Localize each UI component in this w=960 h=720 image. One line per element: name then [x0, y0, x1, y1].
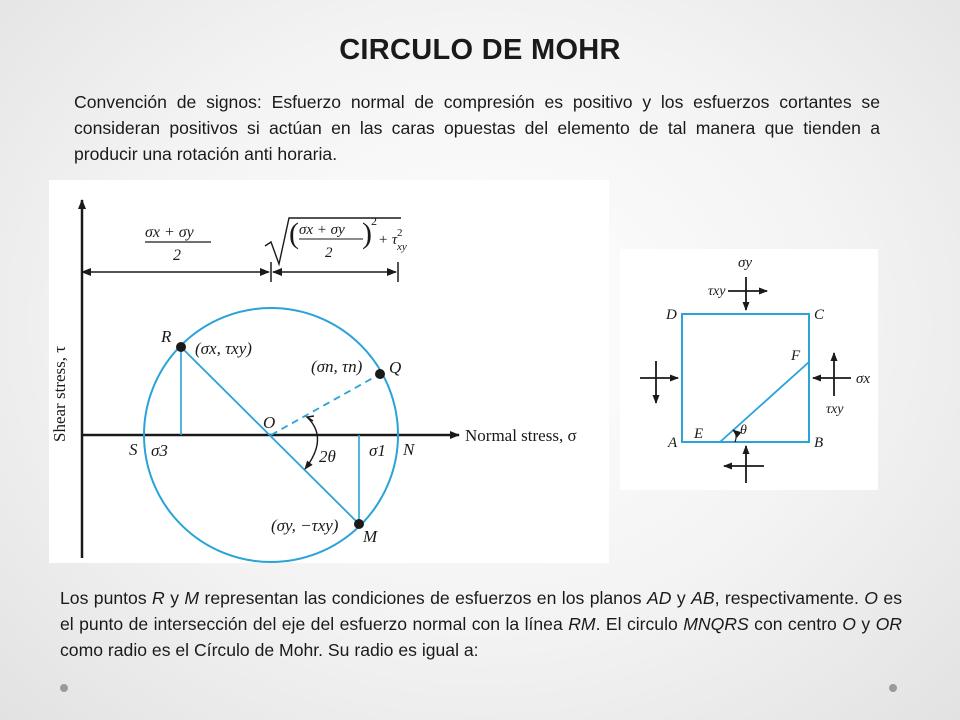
svg-text:2: 2 [371, 214, 377, 228]
svg-text:(: ( [289, 217, 299, 250]
center-formula [145, 224, 211, 264]
label-tau-xy-right: τxy [826, 402, 844, 417]
svg-text:2: 2 [325, 245, 333, 261]
label-sigma3: σ3 [151, 441, 168, 460]
point-r-marker [176, 342, 186, 352]
stress-element-diagram [620, 249, 878, 490]
y-axis-label: Shear stress, τ [50, 345, 69, 442]
label-b: B [814, 435, 824, 451]
label-tau-xy-top: τxy [708, 284, 726, 299]
svg-text:xy: xy [397, 241, 407, 253]
label-sigma-x: σx [856, 371, 871, 387]
radius-formula [265, 214, 407, 264]
label-c: C [814, 307, 825, 323]
label-r: R [161, 327, 172, 346]
label-theta: θ [740, 423, 747, 438]
svg-text:σx + σy: σx + σy [145, 224, 194, 241]
svg-text:+ τ: + τ [378, 232, 398, 248]
radius-oq [271, 374, 380, 435]
label-q-coords: (σn, τn) [311, 357, 363, 376]
decorative-dot-right [889, 684, 897, 692]
svg-text:2: 2 [397, 227, 403, 239]
label-2theta: 2θ [319, 447, 336, 466]
label-q: Q [389, 358, 402, 377]
label-sigma-y: σy [738, 255, 753, 271]
svg-text:): ) [362, 217, 372, 250]
label-e: E [694, 426, 704, 442]
label-r-coords: (σx, τxy) [195, 339, 252, 358]
label-n: N [403, 440, 415, 459]
explanation-paragraph: Los puntos R y M representan las condiciones de esfuerzos en los planos AD y AB, respectivamente. O es el punto de intersección del eje del esfuerzo normal con la línea RM. El circulo MNQRS con centro O y OR como radio es el Círculo de Mohr. Su radio es igual a: [60, 588, 902, 660]
label-a: A [668, 435, 678, 451]
label-m: M [363, 527, 378, 546]
label-sigma1: σ1 [369, 441, 386, 460]
slide-title: CIRCULO DE MOHR [339, 34, 621, 66]
label-d: D [666, 307, 677, 323]
decorative-dot-left [60, 684, 68, 692]
angle-arc [305, 417, 318, 469]
point-q-marker [375, 369, 385, 379]
x-axis-label: Normal stress, σ [465, 426, 577, 445]
label-o: O [263, 413, 276, 432]
label-m-coords: (σy, −τxy) [271, 516, 339, 535]
mohr-circle-diagram [49, 180, 609, 563]
svg-text:2: 2 [173, 247, 181, 264]
label-f: F [791, 348, 801, 364]
svg-text:σx + σy: σx + σy [299, 222, 345, 238]
sign-convention-paragraph: Convención de signos: Esfuerzo normal de compresión es positivo y los esfuerzos cortantes se consideran positivos si actúan en las caras opuestas del elemento de tal manera que tienden a producir una rotación anti horaria. [74, 92, 880, 164]
label-s: S [129, 440, 138, 459]
